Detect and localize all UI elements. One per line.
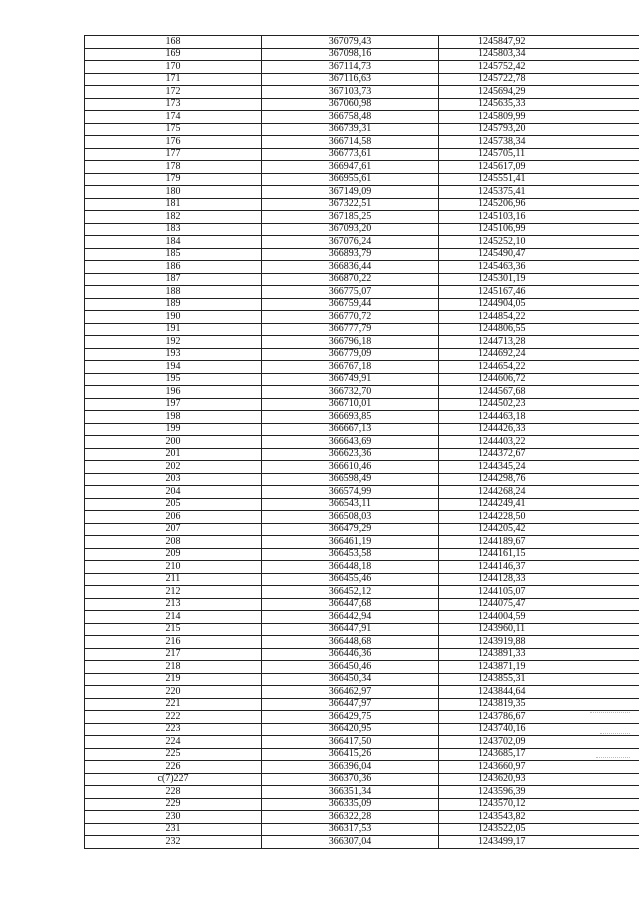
table-row <box>85 223 639 236</box>
table-row <box>85 498 639 511</box>
x-coordinate-cell: 366693,85 <box>262 411 439 424</box>
x-coordinate-cell: 366450,46 <box>262 661 439 674</box>
x-coordinate-cell: 366775,07 <box>262 286 439 299</box>
point-number-cell: 191 <box>85 323 262 336</box>
y-coordinate-cell: 1245106,99 <box>439 223 639 236</box>
point-number-cell: 229 <box>85 798 262 811</box>
point-number-cell: 172 <box>85 86 262 99</box>
table-row <box>85 211 639 224</box>
point-number-cell: 187 <box>85 273 262 286</box>
table-row <box>85 786 639 799</box>
y-coordinate-cell: 1244567,68 <box>439 386 639 399</box>
point-number-cell: 184 <box>85 236 262 249</box>
y-coordinate-cell: 1243596,39 <box>439 786 639 799</box>
table-row <box>85 811 639 824</box>
table-row <box>85 486 639 499</box>
x-coordinate-cell: 367076,24 <box>262 236 439 249</box>
x-coordinate-cell: 366420,95 <box>262 723 439 736</box>
y-coordinate-cell: 1244426,33 <box>439 423 639 436</box>
table-row <box>85 636 639 649</box>
y-coordinate-cell: 1243891,33 <box>439 648 639 661</box>
table-row <box>85 98 639 111</box>
point-number-cell: 222 <box>85 711 262 724</box>
table-row <box>85 273 639 286</box>
x-coordinate-cell: 367114,73 <box>262 61 439 74</box>
y-coordinate-cell: 1243960,11 <box>439 623 639 636</box>
table-row <box>85 723 639 736</box>
y-coordinate-cell: 1244075,47 <box>439 598 639 611</box>
x-coordinate-cell: 366759,44 <box>262 298 439 311</box>
table-row <box>85 161 639 174</box>
table-row <box>85 286 639 299</box>
y-coordinate-cell: 1245301,19 <box>439 273 639 286</box>
y-coordinate-cell: 1245793,20 <box>439 123 639 136</box>
x-coordinate-cell: 366710,01 <box>262 398 439 411</box>
y-coordinate-cell: 1245694,29 <box>439 86 639 99</box>
point-number-cell: 185 <box>85 248 262 261</box>
x-coordinate-cell: 367079,43 <box>262 36 439 49</box>
x-coordinate-cell: 366442,94 <box>262 611 439 624</box>
y-coordinate-cell: 1243819,35 <box>439 698 639 711</box>
table-row <box>85 686 639 699</box>
point-number-cell: 183 <box>85 223 262 236</box>
table-row <box>85 48 639 61</box>
point-number-cell: 198 <box>85 411 262 424</box>
table-row <box>85 711 639 724</box>
y-coordinate-cell: 1244105,07 <box>439 586 639 599</box>
y-coordinate-cell: 1245722,78 <box>439 73 639 86</box>
point-number-cell: 180 <box>85 186 262 199</box>
point-number-cell: 208 <box>85 536 262 549</box>
x-coordinate-cell: 366767,18 <box>262 361 439 374</box>
x-coordinate-cell: 366370,36 <box>262 773 439 786</box>
x-coordinate-cell: 366732,70 <box>262 386 439 399</box>
y-coordinate-cell: 1244372,67 <box>439 448 639 461</box>
x-coordinate-cell: 366623,36 <box>262 448 439 461</box>
point-number-cell: 214 <box>85 611 262 624</box>
point-number-cell: 216 <box>85 636 262 649</box>
x-coordinate-cell: 366739,31 <box>262 123 439 136</box>
table-row <box>85 661 639 674</box>
point-number-cell: 169 <box>85 48 262 61</box>
point-number-cell: 168 <box>85 36 262 49</box>
table-row <box>85 111 639 124</box>
table-row <box>85 86 639 99</box>
y-coordinate-cell: 1243786,67 <box>439 711 639 724</box>
point-number-cell: 200 <box>85 436 262 449</box>
y-coordinate-cell: 1244146,37 <box>439 561 639 574</box>
y-coordinate-cell: 1243543,82 <box>439 811 639 824</box>
table-row <box>85 173 639 186</box>
y-coordinate-cell: 1245803,34 <box>439 48 639 61</box>
y-coordinate-cell: 1245463,36 <box>439 261 639 274</box>
x-coordinate-cell: 366574,99 <box>262 486 439 499</box>
x-coordinate-cell: 367149,09 <box>262 186 439 199</box>
x-coordinate-cell: 366450,34 <box>262 673 439 686</box>
point-number-cell: 207 <box>85 523 262 536</box>
x-coordinate-cell: 366446,36 <box>262 648 439 661</box>
x-coordinate-cell: 366796,18 <box>262 336 439 349</box>
y-coordinate-cell: 1245551,41 <box>439 173 639 186</box>
table-row <box>85 436 639 449</box>
point-number-cell: 203 <box>85 473 262 486</box>
table-row <box>85 561 639 574</box>
x-coordinate-cell: 366415,26 <box>262 748 439 761</box>
table-row <box>85 36 639 49</box>
point-number-cell: 217 <box>85 648 262 661</box>
table-row <box>85 648 639 661</box>
y-coordinate-cell: 1243871,19 <box>439 661 639 674</box>
point-number-cell: 231 <box>85 823 262 836</box>
point-number-cell: 179 <box>85 173 262 186</box>
table-row <box>85 398 639 411</box>
x-coordinate-cell: 367185,25 <box>262 211 439 224</box>
y-coordinate-cell: 1244806,55 <box>439 323 639 336</box>
point-number-cell: 189 <box>85 298 262 311</box>
y-coordinate-cell: 1245752,42 <box>439 61 639 74</box>
table-row <box>85 423 639 436</box>
x-coordinate-cell: 366773,61 <box>262 148 439 161</box>
x-coordinate-cell: 367116,63 <box>262 73 439 86</box>
y-coordinate-cell: 1245635,33 <box>439 98 639 111</box>
point-number-cell: 186 <box>85 261 262 274</box>
point-number-cell: 219 <box>85 673 262 686</box>
y-coordinate-cell: 1243919,88 <box>439 636 639 649</box>
point-number-cell: 181 <box>85 198 262 211</box>
table-row <box>85 748 639 761</box>
y-coordinate-cell: 1244268,24 <box>439 486 639 499</box>
table-row <box>85 236 639 249</box>
x-coordinate-cell: 366447,97 <box>262 698 439 711</box>
y-coordinate-cell: 1244298,76 <box>439 473 639 486</box>
point-number-cell: 226 <box>85 761 262 774</box>
x-coordinate-cell: 366870,22 <box>262 273 439 286</box>
point-number-cell: 230 <box>85 811 262 824</box>
y-coordinate-cell: 1245252,10 <box>439 236 639 249</box>
table-row <box>85 548 639 561</box>
point-number-cell: 224 <box>85 736 262 749</box>
y-coordinate-cell: 1243570,12 <box>439 798 639 811</box>
table-row <box>85 361 639 374</box>
point-number-cell: 206 <box>85 511 262 524</box>
table-row <box>85 261 639 274</box>
point-number-cell: 177 <box>85 148 262 161</box>
point-number-cell: 193 <box>85 348 262 361</box>
x-coordinate-cell: 366955,61 <box>262 173 439 186</box>
y-coordinate-cell: 1244654,22 <box>439 361 639 374</box>
table-row <box>85 611 639 624</box>
table-row <box>85 186 639 199</box>
y-coordinate-cell: 1243522,05 <box>439 823 639 836</box>
table-row <box>85 536 639 549</box>
x-coordinate-cell: 366749,91 <box>262 373 439 386</box>
scan-artifact <box>596 757 630 758</box>
x-coordinate-cell: 366610,46 <box>262 461 439 474</box>
x-coordinate-cell: 367093,20 <box>262 223 439 236</box>
x-coordinate-cell: 366351,34 <box>262 786 439 799</box>
table-row <box>85 773 639 786</box>
point-number-cell: 232 <box>85 836 262 849</box>
point-number-cell: 188 <box>85 286 262 299</box>
y-coordinate-cell: 1244345,24 <box>439 461 639 474</box>
point-number-cell: c(7)227 <box>85 773 262 786</box>
x-coordinate-cell: 366448,68 <box>262 636 439 649</box>
table-row <box>85 336 639 349</box>
x-coordinate-cell: 366643,69 <box>262 436 439 449</box>
y-coordinate-cell: 1244502,23 <box>439 398 639 411</box>
table-row <box>85 836 639 849</box>
point-number-cell: 228 <box>85 786 262 799</box>
y-coordinate-cell: 1244205,42 <box>439 523 639 536</box>
table-row <box>85 123 639 136</box>
table-row <box>85 698 639 711</box>
point-number-cell: 175 <box>85 123 262 136</box>
point-number-cell: 171 <box>85 73 262 86</box>
y-coordinate-cell: 1245375,41 <box>439 186 639 199</box>
x-coordinate-cell: 366714,58 <box>262 136 439 149</box>
table-row <box>85 473 639 486</box>
table-row <box>85 61 639 74</box>
point-number-cell: 170 <box>85 61 262 74</box>
y-coordinate-cell: 1243620,93 <box>439 773 639 786</box>
table-row <box>85 823 639 836</box>
point-number-cell: 194 <box>85 361 262 374</box>
coordinates-table-body <box>85 36 639 849</box>
point-number-cell: 192 <box>85 336 262 349</box>
y-coordinate-cell: 1245847,92 <box>439 36 639 49</box>
y-coordinate-cell: 1243499,17 <box>439 836 639 849</box>
point-number-cell: 190 <box>85 311 262 324</box>
y-coordinate-cell: 1244904,05 <box>439 298 639 311</box>
table-row <box>85 523 639 536</box>
point-number-cell: 204 <box>85 486 262 499</box>
point-number-cell: 211 <box>85 573 262 586</box>
x-coordinate-cell: 366543,11 <box>262 498 439 511</box>
x-coordinate-cell: 366779,09 <box>262 348 439 361</box>
y-coordinate-cell: 1244692,24 <box>439 348 639 361</box>
x-coordinate-cell: 366479,29 <box>262 523 439 536</box>
x-coordinate-cell: 366462,97 <box>262 686 439 699</box>
x-coordinate-cell: 366452,12 <box>262 586 439 599</box>
x-coordinate-cell: 366455,46 <box>262 573 439 586</box>
x-coordinate-cell: 366758,48 <box>262 111 439 124</box>
x-coordinate-cell: 366396,04 <box>262 761 439 774</box>
y-coordinate-cell: 1244606,72 <box>439 373 639 386</box>
point-number-cell: 195 <box>85 373 262 386</box>
y-coordinate-cell: 1244128,33 <box>439 573 639 586</box>
y-coordinate-cell: 1245705,11 <box>439 148 639 161</box>
scan-artifact <box>590 712 630 713</box>
x-coordinate-cell: 366461,19 <box>262 536 439 549</box>
x-coordinate-cell: 366667,13 <box>262 423 439 436</box>
x-coordinate-cell: 366307,04 <box>262 836 439 849</box>
point-number-cell: 174 <box>85 111 262 124</box>
point-number-cell: 213 <box>85 598 262 611</box>
table-row <box>85 298 639 311</box>
table-row <box>85 311 639 324</box>
table-row <box>85 448 639 461</box>
table-row <box>85 798 639 811</box>
y-coordinate-cell: 1245809,99 <box>439 111 639 124</box>
x-coordinate-cell: 366836,44 <box>262 261 439 274</box>
table-row <box>85 323 639 336</box>
x-coordinate-cell: 366317,53 <box>262 823 439 836</box>
table-row <box>85 598 639 611</box>
x-coordinate-cell: 366598,49 <box>262 473 439 486</box>
point-number-cell: 205 <box>85 498 262 511</box>
y-coordinate-cell: 1245167,46 <box>439 286 639 299</box>
point-number-cell: 178 <box>85 161 262 174</box>
point-number-cell: 215 <box>85 623 262 636</box>
point-number-cell: 202 <box>85 461 262 474</box>
table-row <box>85 736 639 749</box>
point-number-cell: 223 <box>85 723 262 736</box>
point-number-cell: 218 <box>85 661 262 674</box>
point-number-cell: 182 <box>85 211 262 224</box>
x-coordinate-cell: 366447,91 <box>262 623 439 636</box>
point-number-cell: 220 <box>85 686 262 699</box>
table-row <box>85 461 639 474</box>
table-row <box>85 386 639 399</box>
y-coordinate-cell: 1243702,09 <box>439 736 639 749</box>
y-coordinate-cell: 1244004,59 <box>439 611 639 624</box>
y-coordinate-cell: 1245206,96 <box>439 198 639 211</box>
x-coordinate-cell: 367060,98 <box>262 98 439 111</box>
x-coordinate-cell: 366947,61 <box>262 161 439 174</box>
x-coordinate-cell: 366335,09 <box>262 798 439 811</box>
table-row <box>85 248 639 261</box>
scan-artifact <box>600 733 630 734</box>
table-row <box>85 148 639 161</box>
table-row <box>85 73 639 86</box>
table-row <box>85 373 639 386</box>
x-coordinate-cell: 366508,03 <box>262 511 439 524</box>
point-number-cell: 199 <box>85 423 262 436</box>
y-coordinate-cell: 1243685,17 <box>439 748 639 761</box>
x-coordinate-cell: 366417,50 <box>262 736 439 749</box>
table-row <box>85 348 639 361</box>
point-number-cell: 201 <box>85 448 262 461</box>
y-coordinate-cell: 1244249,41 <box>439 498 639 511</box>
coordinates-table <box>84 35 639 849</box>
y-coordinate-cell: 1244161,15 <box>439 548 639 561</box>
y-coordinate-cell: 1244403,22 <box>439 436 639 449</box>
y-coordinate-cell: 1243660,97 <box>439 761 639 774</box>
y-coordinate-cell: 1243855,31 <box>439 673 639 686</box>
point-number-cell: 209 <box>85 548 262 561</box>
point-number-cell: 197 <box>85 398 262 411</box>
point-number-cell: 225 <box>85 748 262 761</box>
table-row <box>85 511 639 524</box>
table-row <box>85 673 639 686</box>
point-number-cell: 176 <box>85 136 262 149</box>
x-coordinate-cell: 366447,68 <box>262 598 439 611</box>
table-row <box>85 136 639 149</box>
table-row <box>85 761 639 774</box>
y-coordinate-cell: 1245738,34 <box>439 136 639 149</box>
x-coordinate-cell: 366777,79 <box>262 323 439 336</box>
x-coordinate-cell: 367322,51 <box>262 198 439 211</box>
x-coordinate-cell: 366448,18 <box>262 561 439 574</box>
x-coordinate-cell: 367098,16 <box>262 48 439 61</box>
point-number-cell: 173 <box>85 98 262 111</box>
y-coordinate-cell: 1245103,16 <box>439 211 639 224</box>
point-number-cell: 196 <box>85 386 262 399</box>
y-coordinate-cell: 1245490,47 <box>439 248 639 261</box>
table-row <box>85 573 639 586</box>
y-coordinate-cell: 1243740,16 <box>439 723 639 736</box>
table-row <box>85 586 639 599</box>
x-coordinate-cell: 367103,73 <box>262 86 439 99</box>
y-coordinate-cell: 1244189,67 <box>439 536 639 549</box>
x-coordinate-cell: 366893,79 <box>262 248 439 261</box>
y-coordinate-cell: 1244854,22 <box>439 311 639 324</box>
y-coordinate-cell: 1243844,64 <box>439 686 639 699</box>
table-row <box>85 198 639 211</box>
y-coordinate-cell: 1244463,18 <box>439 411 639 424</box>
table-row <box>85 411 639 424</box>
y-coordinate-cell: 1244228,50 <box>439 511 639 524</box>
table-row <box>85 623 639 636</box>
x-coordinate-cell: 366770,72 <box>262 311 439 324</box>
y-coordinate-cell: 1244713,28 <box>439 336 639 349</box>
point-number-cell: 212 <box>85 586 262 599</box>
x-coordinate-cell: 366322,28 <box>262 811 439 824</box>
y-coordinate-cell: 1245617,09 <box>439 161 639 174</box>
point-number-cell: 221 <box>85 698 262 711</box>
x-coordinate-cell: 366453,58 <box>262 548 439 561</box>
point-number-cell: 210 <box>85 561 262 574</box>
x-coordinate-cell: 366429,75 <box>262 711 439 724</box>
